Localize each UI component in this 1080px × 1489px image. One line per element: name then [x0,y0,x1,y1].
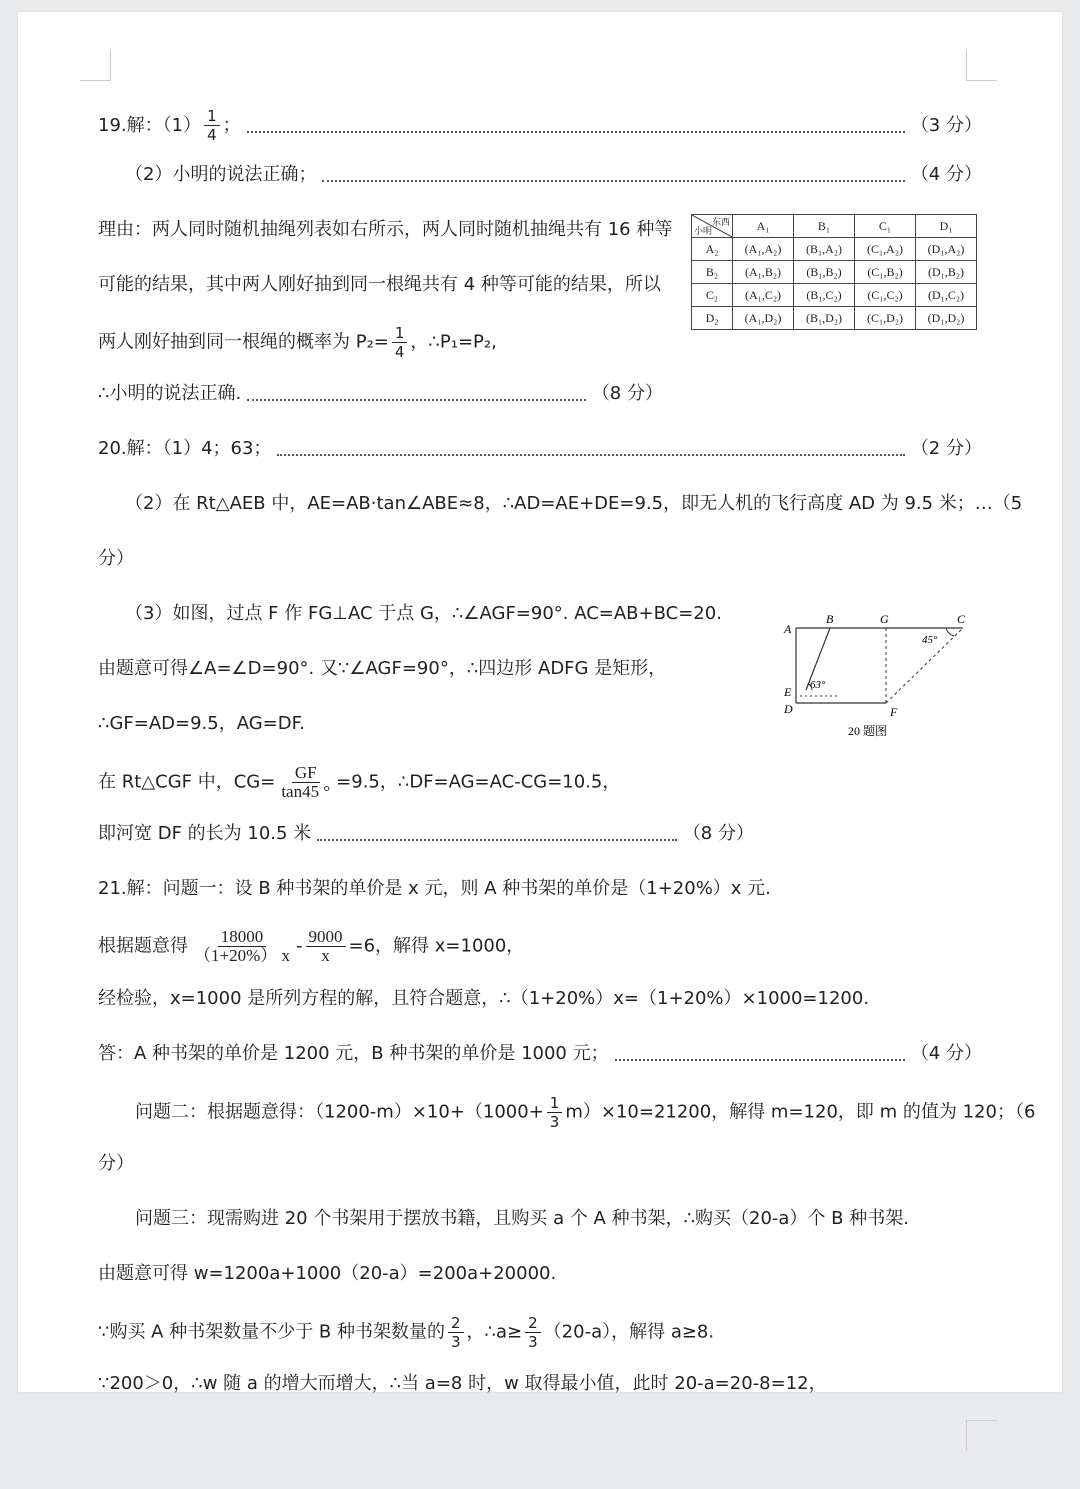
fraction: $\frac{2}{3}$ [448,1314,464,1351]
dot-leader [322,168,904,182]
angle-arc [946,628,954,636]
q19-part2: （2）小明的说法正确； （4 分） [125,164,982,185]
fraction: $\frac{2}{3}$ [525,1314,541,1351]
table-cell: (D₁,B₂) [916,261,977,284]
angle-63-label: 63° [810,679,826,691]
table-cell: (D₁,D₂) [916,307,977,330]
q21-line: 经检验，x=1000 是所列方程的解，且符合题意，∴（1+20%）x=（1+20%）×1000=1200. [98,988,870,1009]
col-header: A₁ [733,215,794,238]
row-header: A₂ [692,238,733,261]
q21-question2: 问题二：根据题意得：（1200-m）×10+（1000+ $\frac{1}{3}$ m）×10=21200，解得 m=120，即 m 的值为 120；（6 [135,1094,1036,1131]
score: （4 分） [910,164,982,185]
table-cell: (A₁,A₂) [733,238,794,261]
label-c: C [957,612,966,626]
dot-leader [247,119,905,133]
q21-equation: 根据题意得 $\frac{18000}{(1+20\%) x}$ - $\frac{9000}{x}$ =6，解得 x=1000， [98,927,525,965]
label-d: D [784,702,793,716]
label-f: F [890,705,898,719]
fraction: $\frac{9000}{x}$ [306,928,346,965]
score: （8 分） [682,823,754,844]
q20-line: 由题意可得∠A=∠D=90°. 又∵∠AGF=90°，∴四边形 ADFG 是矩形， [98,658,667,679]
fraction: $\frac{18000}{(1+20\%) x}$ [194,927,290,965]
page-corner-mark [80,50,111,81]
angle-45-label: 45° [922,634,938,646]
q20-part3: （3）如图，过点 F 作 FG⊥AC 于点 G，∴∠AGF=90°. AC=AB+BC=20. [125,603,722,624]
q21-question3: 问题三：现需购进 20 个书架用于摆放书籍，且购买 a 个 A 种书架，∴购买（20-a）个 B 种书架. [135,1208,909,1229]
col-header: B₁ [794,215,855,238]
table-cell: (D₁,C₂) [916,284,977,307]
score: （3 分） [910,114,982,136]
table-cell: (B₁,B₂) [794,261,855,284]
q19-part1: 19.解：（1） $\frac{1}{4}$ ； （3 分） [98,107,982,144]
q19-label: 19.解：（1） [98,114,202,136]
table-cell: (D₁,A₂) [916,238,977,261]
q21-line: 21.解：问题一：设 B 种书架的单价是 x 元，则 A 种书架的单价是（1+20%）x 元. [98,878,771,899]
q21-answer: 答：A 种书架的单价是 1200 元，B 种书架的单价是 1000 元； （4 分） [98,1043,982,1064]
table-row [692,284,977,307]
q19-conclusion: ∴小明的说法正确. （8 分） [98,383,663,404]
table-row [692,261,977,284]
table-cell: (B₁,D₂) [794,307,855,330]
table-cell: (C₁,C₂) [855,284,916,307]
table-row [692,307,977,330]
col-header: C₁ [855,215,916,238]
q21-line: 由题意可得 w=1200a+1000（20-a）=200a+20000. [98,1263,557,1284]
row-header: B₂ [692,261,733,284]
dot-leader [247,387,586,401]
label-g: G [880,612,889,626]
score: （8 分） [591,383,663,404]
label-b: B [826,612,834,626]
q20-part2-cont: 分） [98,548,134,569]
table-cell: (C₁,A₂) [855,238,916,261]
table-cell: (C₁,B₂) [855,261,916,284]
fraction: $\frac{1}{4}$ [204,107,220,144]
fraction: $\frac{1}{4}$ [392,324,408,361]
row-header: D₂ [692,307,733,330]
label-e: E [784,685,792,699]
table-cell: (C₁,D₂) [855,307,916,330]
q20-line: 在 Rt△CGF 中，CG= $\frac{GF}{\tan 45 ^\circ}$ =9.5，∴DF=AG=AC-CG=10.5， [98,763,621,801]
outcome-table [691,214,977,330]
q21-question2-cont: 分） [98,1153,134,1174]
dot-leader [615,1047,905,1061]
table-cell: (B₁,C₂) [794,284,855,307]
q20-line: ∴GF=AD=9.5，AG=DF. [98,713,305,734]
label-a: A [784,622,792,636]
score: （2 分） [910,438,982,459]
q20-figure [778,608,978,748]
row-header: C₂ [692,284,733,307]
q19-reason-line: 理由：两人同时随机抽绳列表如右所示，两人同时随机抽绳共有 16 种等 [98,219,673,240]
q20-part1: 20.解：（1）4；63； （2 分） [98,438,982,459]
q20-part2: （2）在 Rt△AEB 中，AE=AB·tan∠ABE≈8，∴AD=AE+DE=9.5，即无人机的飞行高度 AD 为 9.5 米；…（5 [125,493,1023,514]
score: （4 分） [910,1043,982,1064]
page-corner-mark [966,50,997,81]
table-row [692,238,977,261]
col-header: D₁ [916,215,977,238]
q20-conclusion: 即河宽 DF 的长为 10.5 米 （8 分） [98,823,754,844]
table-corner-cell: 东西 小明 [692,215,733,238]
fraction: $\frac{1}{3}$ [547,1094,563,1131]
page-corner-mark [966,1420,997,1451]
dot-leader [277,442,904,456]
q19-reason-line: 两人刚好抽到同一根绳的概率为 P₂= $\frac{1}{4}$ ，∴P₁=P₂, [98,324,497,361]
q21-inequality: ∵购买 A 种书架数量不少于 B 种书架数量的 $\frac{2}{3}$ ，∴a≥ $\frac{2}{3}$ （20-a），解得 a≥8. [98,1314,715,1351]
fraction: $\frac{GF}{\tan 45 ^\circ}$ [281,763,331,801]
q19-reason-line: 可能的结果，其中两人刚好抽到同一根绳共有 4 种等可能的结果，所以 [98,274,661,295]
table-cell: (A₁,B₂) [733,261,794,284]
table-cell: (B₁,A₂) [794,238,855,261]
q21-line: ∵200＞0，∴w 随 a 的增大而增大，∴当 a=8 时，w 取得最小值，此时 20-a=20-8=12， [98,1373,827,1394]
table-cell: (A₁,D₂) [733,307,794,330]
figure-caption: 20 题图 [848,724,888,738]
dot-leader [317,827,677,841]
table-cell: (A₁,C₂) [733,284,794,307]
